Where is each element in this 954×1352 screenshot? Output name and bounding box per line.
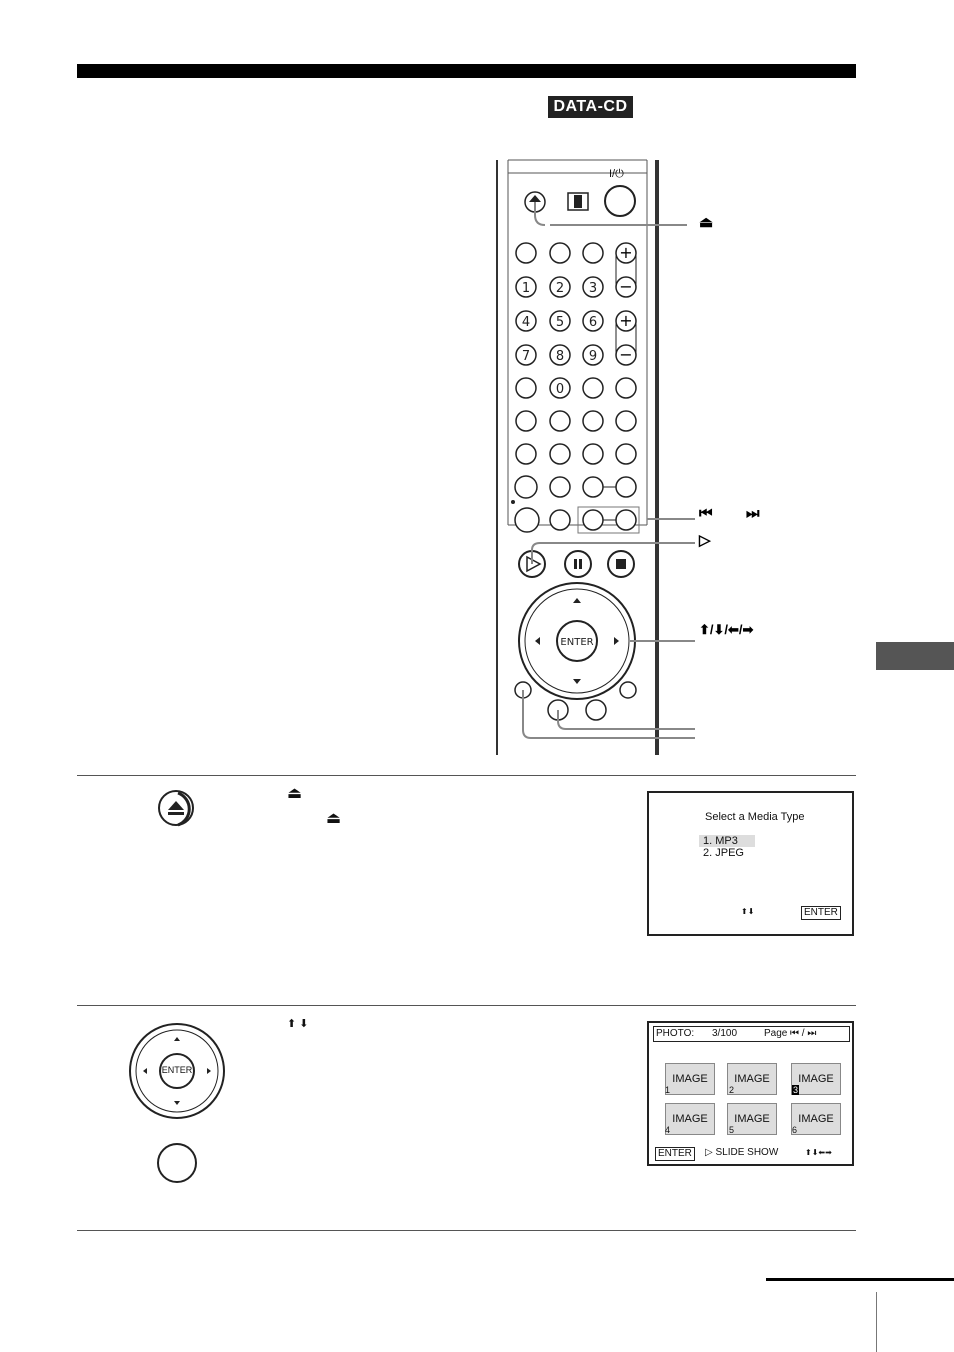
svg-text:+: + xyxy=(619,243,633,262)
page-arrow-icons: ⏮ / ⏭ xyxy=(790,1028,817,1039)
svg-text:5: 5 xyxy=(555,315,565,330)
page-label: Page xyxy=(764,1028,788,1039)
svg-text:ENTER: ENTER xyxy=(560,637,594,648)
svg-text:6: 6 xyxy=(588,315,598,330)
remote-power-button xyxy=(605,186,635,216)
divider-2 xyxy=(77,1005,856,1006)
thumbnail-2[interactable]: IMAGE xyxy=(727,1063,777,1095)
svg-text:+: + xyxy=(619,311,633,330)
svg-text:4: 4 xyxy=(521,315,531,330)
divider-3 xyxy=(77,1230,856,1231)
thumbnail-number: 6 xyxy=(792,1125,798,1135)
power-label: I/⏻ xyxy=(609,168,624,180)
data-cd-badge: DATA-CD xyxy=(548,96,633,118)
svg-text:8: 8 xyxy=(555,349,565,364)
thumbnail-number: 2 xyxy=(729,1085,735,1095)
thumbnail-6[interactable]: IMAGE xyxy=(791,1103,841,1135)
section-header-bar xyxy=(77,64,856,78)
thumbnail-number: 1 xyxy=(665,1085,671,1095)
slide-show-label: ▷ SLIDE SHOW xyxy=(705,1147,779,1158)
blank-round-button-icon xyxy=(156,1142,200,1184)
menu-option-mp3[interactable]: 1. MP3 xyxy=(699,835,755,847)
svg-text:1: 1 xyxy=(521,281,531,296)
photo-thumbnail-screen xyxy=(647,1021,854,1166)
next-callout-icon: ⏭ xyxy=(746,505,760,522)
photo-count: 3/100 xyxy=(712,1028,738,1039)
thumbnail-number: 4 xyxy=(665,1125,671,1135)
up-down-arrows-icon: ⬆⬇ xyxy=(741,907,755,916)
thumbnail-3[interactable]: IMAGE xyxy=(791,1063,841,1095)
prev-callout-icon: ⏮ xyxy=(699,505,713,522)
arrow-callout-icons: ⬆/⬇/⬅/➡ xyxy=(699,622,754,637)
page-number-rule xyxy=(876,1292,877,1352)
svg-text:0: 0 xyxy=(555,382,565,397)
media-type-screen xyxy=(647,791,854,936)
svg-text:−: − xyxy=(619,345,633,364)
enter-label-box: ENTER xyxy=(655,1147,695,1161)
enter-label-box: ENTER xyxy=(801,906,841,920)
remote-control-illustration xyxy=(490,155,700,760)
svg-text:9: 9 xyxy=(588,349,598,364)
eject-symbol-icon: ⏏ xyxy=(287,785,303,802)
photo-label: PHOTO: xyxy=(656,1028,695,1039)
continued-rule xyxy=(766,1278,954,1281)
nav-arrow-icons: ⬆⬇⬅➡ xyxy=(805,1148,832,1157)
thumbnail-number-selected: 3 xyxy=(793,1085,799,1095)
thumbnail-1[interactable]: IMAGE xyxy=(665,1063,715,1095)
enter-icon-label: ENTER xyxy=(161,1065,193,1075)
svg-text:2: 2 xyxy=(555,281,565,296)
thumbnail-5[interactable]: IMAGE xyxy=(727,1103,777,1135)
svg-text:−: − xyxy=(619,277,633,296)
thumbnail-4[interactable]: IMAGE xyxy=(665,1103,715,1135)
svg-text:3: 3 xyxy=(588,281,598,296)
svg-text:7: 7 xyxy=(521,349,531,364)
screen-title: Select a Media Type xyxy=(705,811,805,823)
divider-1 xyxy=(77,775,856,776)
eject-callout-icon: ⏏ xyxy=(699,214,714,231)
eject-symbol-icon: ⏏ xyxy=(326,810,342,827)
eject-button-icon xyxy=(156,788,198,830)
up-down-arrow-icons: ⬆ ⬇ xyxy=(287,1018,309,1030)
side-section-tab xyxy=(876,642,954,670)
menu-option-jpeg[interactable]: 2. JPEG xyxy=(703,847,744,859)
thumbnail-number: 5 xyxy=(729,1125,735,1135)
play-callout-icon: ▷ xyxy=(699,532,711,549)
